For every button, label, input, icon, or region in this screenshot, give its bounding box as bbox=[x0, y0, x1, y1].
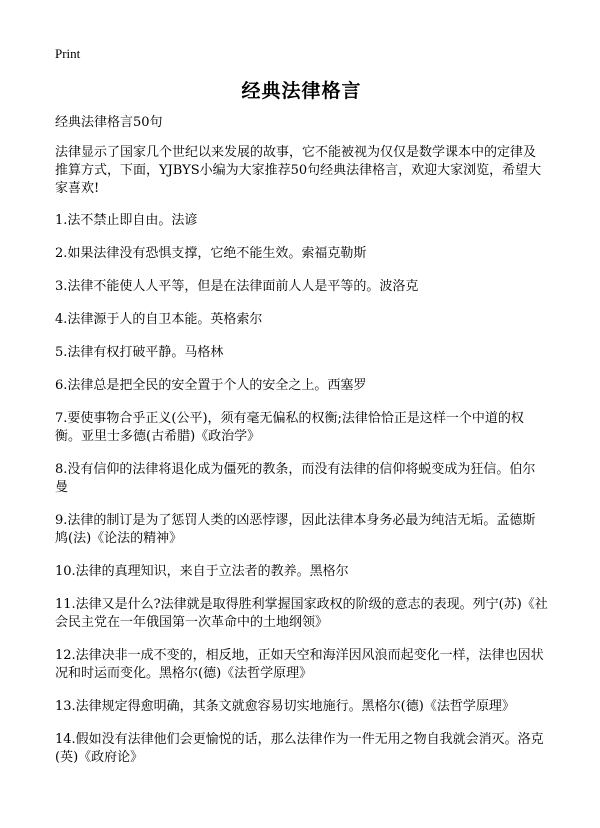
quote-item: 9.法律的制订是为了惩罚人类的凶恶悖谬，因此法律本身务必最为纯洁无垢。孟德斯鸠(法)《论法的精神》 bbox=[55, 513, 536, 546]
article-subtitle: 经典法律格言50句 bbox=[55, 115, 163, 130]
page-title: 经典法律格言 bbox=[241, 80, 362, 102]
quote-item: 13.法律规定得愈明确，其条文就愈容易切实地施行。黑格尔(德)《法哲学原理》 bbox=[55, 699, 515, 714]
quote-item: 7.要使事物合乎正义(公平)，须有毫无偏私的权衡;法律恰恰正是这样一个中道的权衡。亚里士多德(古希腊)《政治学》 bbox=[55, 411, 524, 444]
quote-item: 10.法律的真理知识，来自于立法者的教养。黑格尔 bbox=[55, 564, 349, 579]
quote-item: 5.法律有权打破平静。马格林 bbox=[55, 345, 224, 360]
quote-item: 4.法律源于人的自卫本能。英格索尔 bbox=[55, 312, 263, 327]
article-intro: 法律显示了国家几个世纪以来发展的故事，它不能被视为仅仅是数学课本中的定律及推算方式，下面，YJBYS小编为大家推荐50句经典法律格言，欢迎大家浏览，希望大家喜欢! bbox=[55, 145, 542, 196]
quote-item: 12.法律决非一成不变的，相反地，正如天空和海洋因风浪而起变化一样，法律也因状况和时运而变化。黑格尔(德)《法哲学原理》 bbox=[55, 648, 544, 681]
quote-item: 1.法不禁止即自由。法谚 bbox=[55, 213, 198, 228]
quote-item: 8.没有信仰的法律将退化成为僵死的教条，而没有法律的信仰将蜕变成为狂信。伯尔曼 bbox=[55, 462, 536, 495]
quote-item: 14.假如没有法律他们会更愉悦的话，那么法律作为一件无用之物自我就会消灭。洛克(英)《政府论》 bbox=[55, 732, 544, 765]
quote-item: 11.法律又是什么?法律就是取得胜利掌握国家政权的阶级的意志的表现。列宁(苏)《社会民主党在一年俄国第一次革命中的土地纲领》 bbox=[55, 597, 548, 630]
quote-item: 6.法律总是把全民的安全置于个人的安全之上。西塞罗 bbox=[55, 378, 367, 393]
print-link[interactable]: Print bbox=[55, 46, 81, 61]
quote-item: 2.如果法律没有恐惧支撑，它绝不能生效。索福克勒斯 bbox=[55, 246, 367, 261]
quote-item: 3.法律不能使人人平等，但是在法律面前人人是平等的。波洛克 bbox=[55, 279, 419, 294]
quote-list bbox=[55, 212, 548, 767]
